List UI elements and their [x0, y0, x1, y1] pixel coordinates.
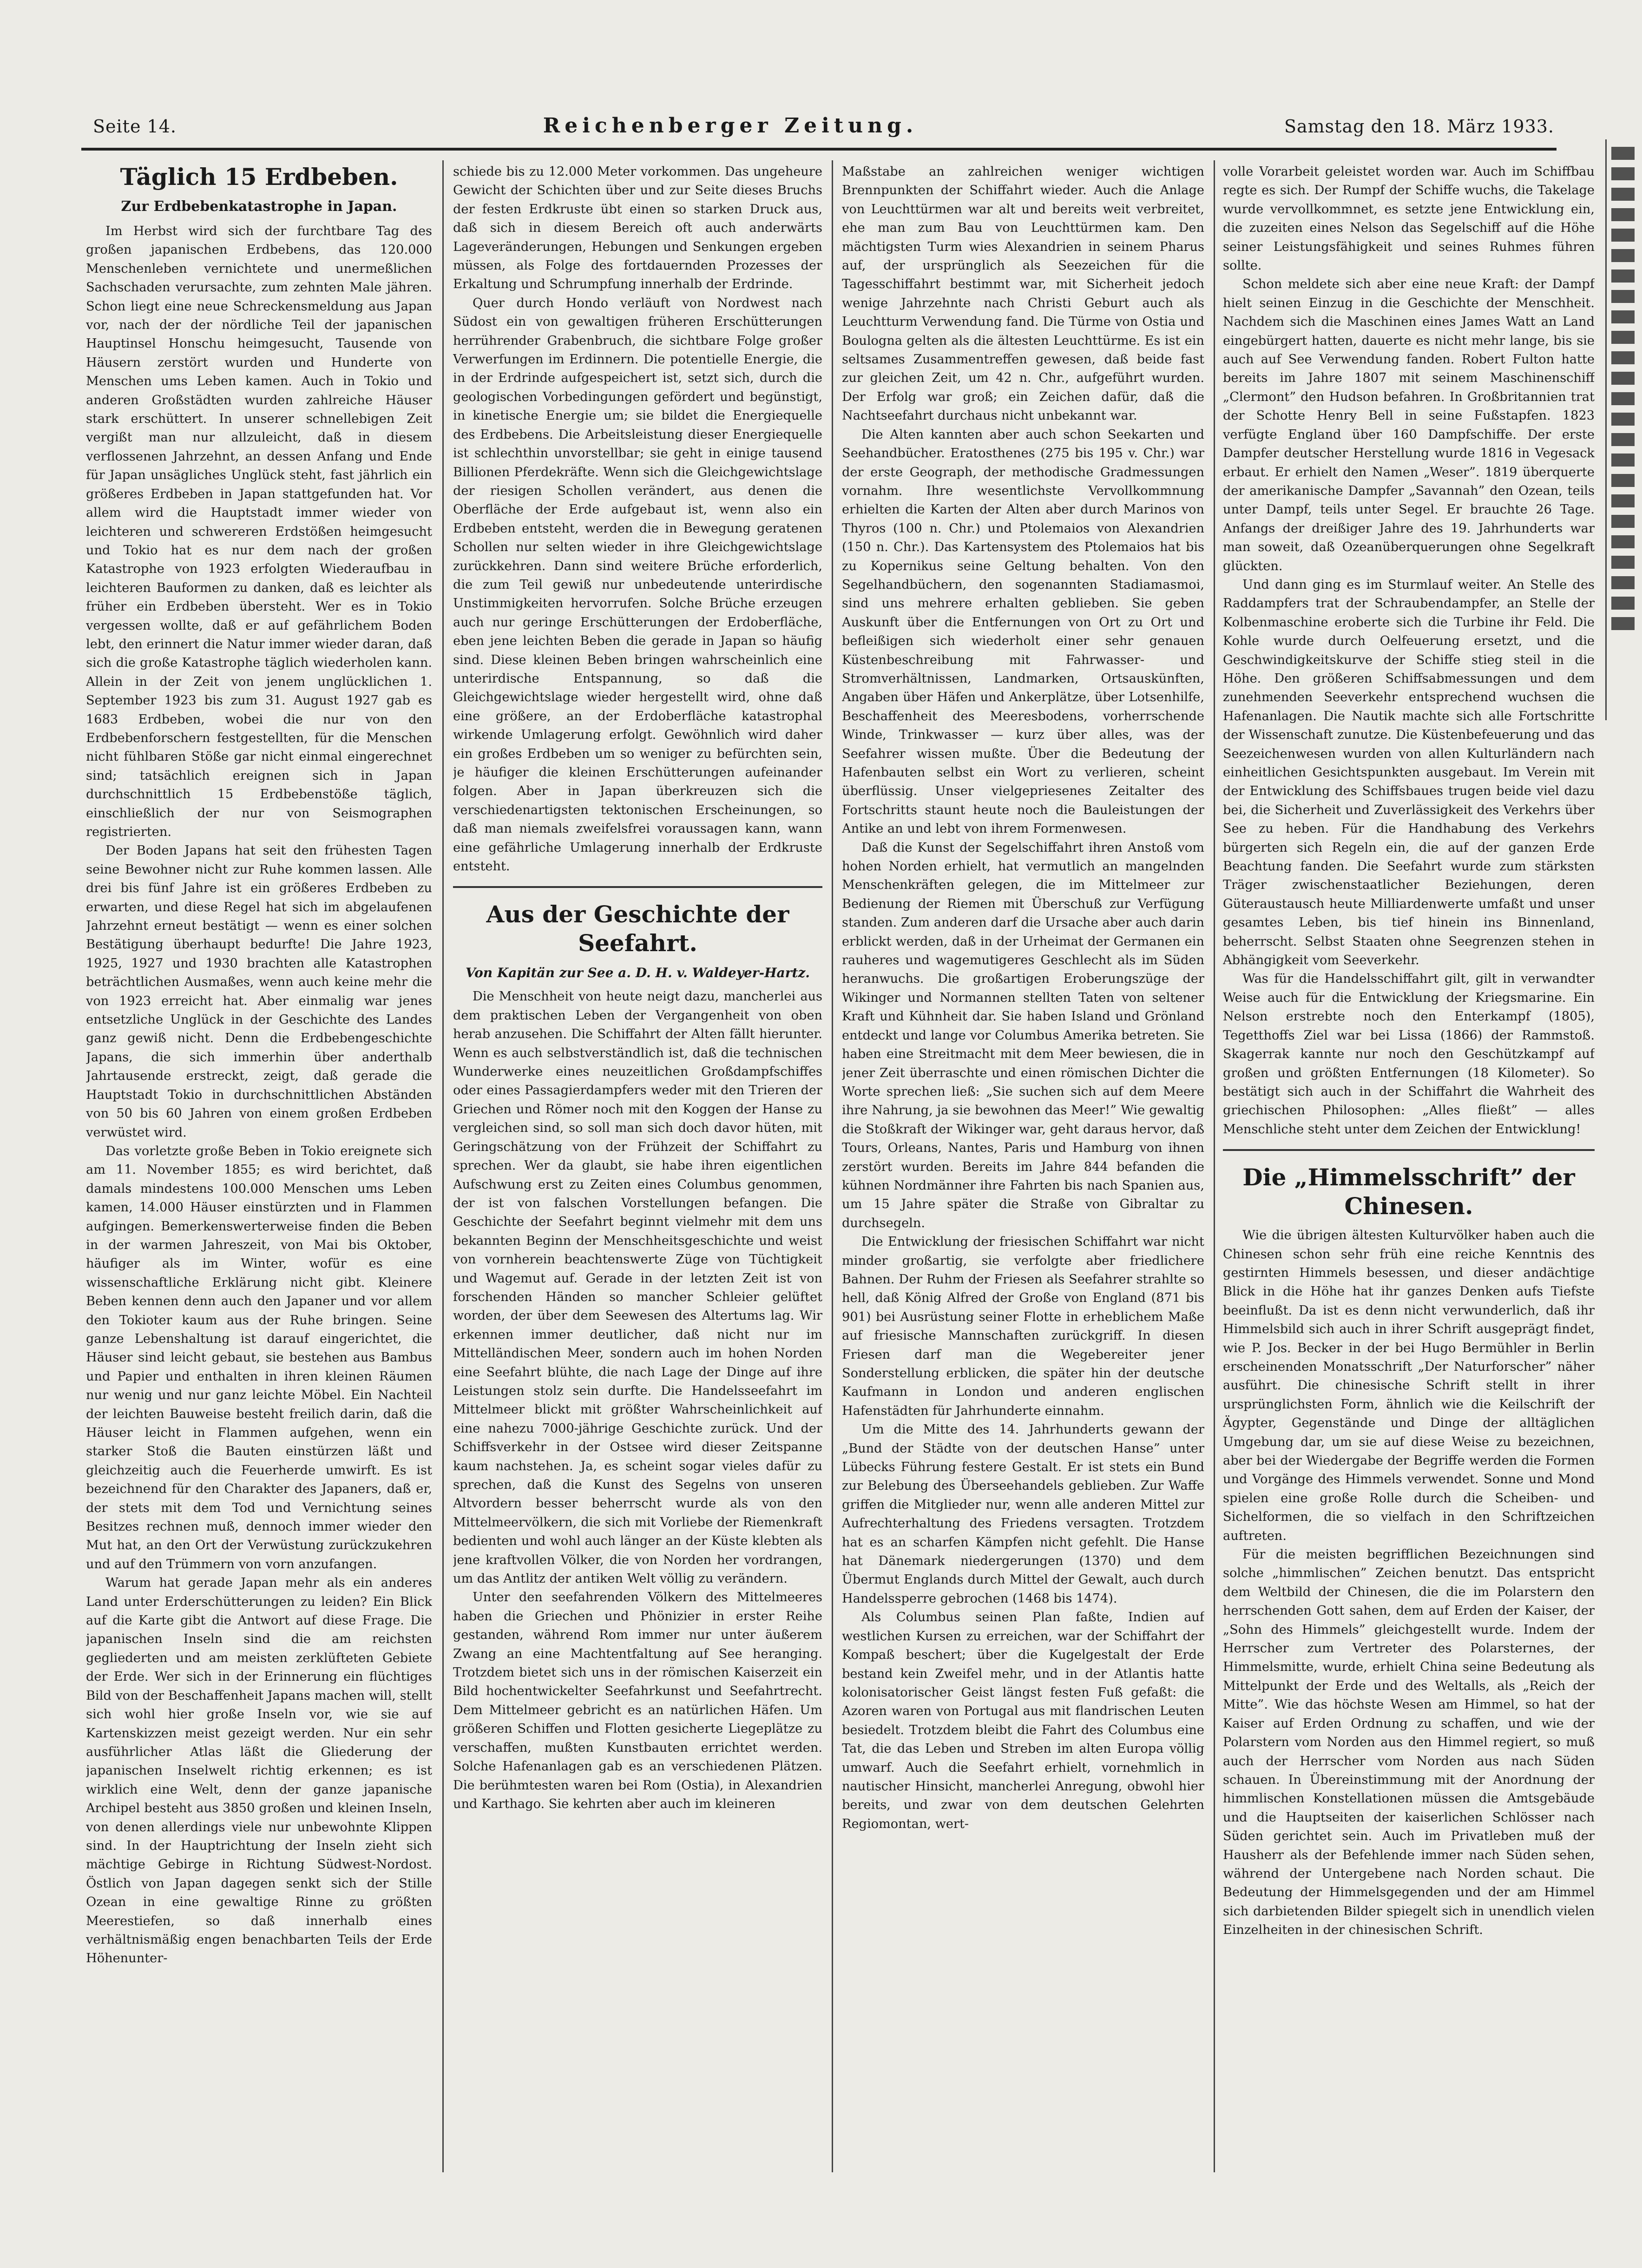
- column-2: [453, 163, 822, 2165]
- article-subtitle: Zur Erdbebenkatastrophe in Japan.: [121, 198, 397, 215]
- paragraph: Maßstabe an zahlreichen weniger wichtigen Brennpunkten der Schiffahrt wieder. Auch die Anlage von Leuchttürmen war alt und bereits weit verbreitet, ehe man zum Bau von Leuchttürmen kam. Den mächtigsten Turm wies Alexandrien in seinem Pharus auf, der ursprünglich als Seezeichen für die Tagesschiffahrt bestimmt war, mit Sicherheit jedoch wenige Jahrzehnte nach Christi Geburt auch als Leuchtturm Verwendung fand. Die Türme von Ostia und Boulogna gelten als die ältesten Leuchttürme. Es ist ein seltsames Zusammentreffen gewesen, daß beide fast zur gleichen Zeit, um 42 n. Chr., aufgeführt wurden. Der Erfolg war groß; ein Zeichen dafür, daß die Nachtseefahrt durchaus nicht unbekannt war.: [842, 164, 1204, 423]
- paragraph: volle Vorarbeit geleistet worden war. Auch im Schiffbau regte es sich. Der Rumpf der Schiffe wuchs, die Takelage wurde vervollkommnet, es setzte jene Entwicklung ein, die zuzeiten eines Nelson das Segelschiff auf die Höhe seiner Leistungsfähigkeit und seines Ruhmes führen sollte.: [1223, 164, 1595, 273]
- page-number: Seite 14.: [93, 116, 177, 137]
- paragraph: Für die meisten begrifflichen Bezeichnungen sind solche „himmlischen” Zeichen benutzt. Das entspricht dem Weltbild der Chinesen, die die im Polarstern den herrschenden Gott sahen, dem auf Erden der Kaiser, der „Sohn des Himmels” gleichgestellt wurde. Indem der Herrscher zum Vertreter des Polarsternes, der Himmelsmitte, wurde, erhielt China seine Bedeutung als Mittelpunkt der Erde und des Weltalls, als „Reich der Mitte”. Wie das höchste Wesen am Himmel, so hat der Kaiser auf Erden Ordnung zu schaffen, und wie der Polarstern vom Norden aus den Himmel regiert, so muß auch der Herrscher vom Norden aus nach Süden schauen. In Übereinstimmung mit der Anordnung der himmlischen Konstellationen müssen die Amtsgebäude und die Hauptseiten der kaiserlichen Schlösser nach Süden gerichtet sein. Auch im Privatleben muß der Hausherr als der Befehlende immer nach Süden sehen, während der Untergebene nach Norden schaut. Die Bedeutung der Himmelsgegenden und der am Himmel sich darbietenden Bilder spiegelt sich in unendlich vielen Einzelheiten in der chinesischen Schrift.: [1223, 1547, 1595, 1938]
- column-divider: [832, 160, 833, 2172]
- paragraph: Im Herbst wird sich der furchtbare Tag des großen japanischen Erdbebens, das 120.000 Menschenleben vernichtete und unermeßlichen Sachschaden verursachte, zum zehnten Male jähren. Schon liegt eine neue Schreckensmeldung aus Japan vor, nach der der nördliche Teil der japanischen Hauptinsel Honschu heimgesucht, Tausende von Häusern zerstört wurden und Hunderte von Menschen ums Leben kamen. Auch in Tokio und anderen Großstädten wurden zahlreiche Häuser stark erschüttert. In unserer schnellebigen Zeit vergißt man nur allzuleicht, daß in diesem verflossenen Jahrzehnt, an dessen Anfang und Ende für Japan unsägliches Unglück steht, fast jährlich ein größeres Erdbeben in Japan stattgefunden hat. Vor allem wird die Hauptstadt immer wieder von leichteren und schwereren Erdstößen heimgesucht und Tokio hat es nur dem nach der großen Katastrophe von 1923 erfolgten Wiederaufbau in leichteren Bauformen zu danken, daß es leichter als früher ein Erdbeben übersteht. Wer es in Tokio vergessen wollte, daß er auf gefährlichem Boden lebt, den erinnert die Natur immer wieder daran, daß sich die große Katastrophe täglich wiederholen kann. Allein in der Zeit von jenem unglücklichen 1. September 1923 bis zum 31. August 1927 gab es 1683 Erdbeben, wobei die nur von den Erdbebenforschern festgestellten, für die Menschen nicht fühlbaren Stöße gar nicht einmal eingerechnet sind; tatsächlich ereignen sich in Japan durchschnittlich 15 Erdbebenstöße täglich, einschließlich der nur von Seismographen registrierten.: [86, 224, 432, 839]
- paragraph: Als Columbus seinen Plan faßte, Indien auf westlichen Kursen zu erreichen, war der Schiffahrt der Kompaß beschert; über die Kugelgestalt der Erde bestand kein Zweifel mehr, und in der Atlantis hatte kolonisatorischer Geist längst festen Fuß gefaßt: die Azoren waren von Portugal aus mit flandrischen Leuten besiedelt. Trotzdem bleibt die Fahrt des Columbus eine Tat, die das Leben und Streben im alten Europa völlig umwarf. Auch die Seefahrt erhielt, vornehmlich in nautischer Hinsicht, mancherlei Anregung, obwohl hier bereits, und zwar von dem deutschen Gelehrten Regiomontan, wert-: [842, 1610, 1204, 1831]
- paragraph: Das vorletzte große Beben in Tokio ereignete sich am 11. November 1855; es wird berichtet, daß damals mindestens 100.000 Menschen ums Leben kamen, 14.000 Häuser einstürzten und in Flammen aufgingen. Bemerkenswerterweise finden die Beben in der warmen Jahreszeit, von Mai bis Oktober, häufiger als im Winter, wofür es eine wissenschaftliche Erklärung nicht gibt. Kleinere Beben kennen denn auch den Japaner und vor allem den Tokioter kaum aus der Ruhe bringen. Seine ganze Lebenshaltung ist darauf eingerichtet, die Häuser sind leicht gebaut, sie bestehen aus Bambus und Papier und enthalten in ihren kleinen Räumen nur wenig und nur ganz leichte Möbel. Ein Nachteil der leichten Bauweise besteht freilich darin, daß die Häuser leicht in Flammen aufgehen, wenn ein starker Stoß die Bauten einstürzen läßt und gleichzeitig auch die Feuerherde umwirft. Es ist bezeichnend für den Charakter des Japaners, daß er, der stets mit dem Tod und Vernichtung seines Besitzes rechnen muß, dennoch immer wieder den Mut hat, an den Ort der Verwüstung zurückzukehren und auf den Trümmern von vorn anzufangen.: [86, 1144, 432, 1571]
- column-3: [842, 163, 1204, 2165]
- masthead: Reichenberger Zeitung.: [543, 114, 918, 138]
- issue-date: Samstag den 18. März 1933.: [1284, 116, 1554, 137]
- paragraph: Um die Mitte des 14. Jahrhunderts gewann der „Bund der Städte von der deutschen Hanse” unter Lübecks Führung festere Gestalt. Er ist stets ein Bund zur Belebung des Überseehandels geblieben. Zur Waffe griffen die Mitglieder nur, wenn alle anderen Mittel zur Aufrechterhaltung des Friedens versagten. Trotzdem hat es an scharfen Kämpfen nicht gefehlt. Die Hanse hat Dänemark niedergerungen (1370) und dem Übermut Englands durch Mittel der Gewalt, auch durch Handelssperre gebrochen (1468 bis 1474).: [842, 1422, 1204, 1606]
- paragraph: Die Menschheit von heute neigt dazu, mancherlei aus dem praktischen Leben der Vergangenheit von oben herab anzusehen. Die Schiffahrt der Alten fällt hierunter. Wenn es auch selbstverständlich ist, daß die technischen Wunderwerke eines neuzeitlichen Großdampfschiffes oder eines Passagierdampfers weder mit den Trieren der Griechen und Römer noch mit den Koggen der Hanse zu vergleichen sind, so soll man sich doch davor hüten, mit Geringschätzung von der Frühzeit der Schiffahrt zu sprechen. Wer da glaubt, sie habe ihren eigentlichen Aufschwung erst zu Zeiten eines Columbus genommen, der ist von falschen Vorstellungen befangen. Die Geschichte der Seefahrt beginnt vielmehr mit dem uns bekannten Beginn der Menschheitsgeschichte und weist von vornherein beachtenswerte Züge von Tüchtigkeit und Wagemut auf. Gerade in der letzten Zeit ist von forschenden Händen so mancher Schleier gelüftet worden, der über dem Seewesen des Altertums lag. Wir erkennen immer deutlicher, daß nicht nur im Mittelländischen Meer, sondern auch im hohen Norden eine Seefahrt blühte, die nach Lage der Dinge auf ihre Leistungen stolz sein durfte. Die Handelsseefahrt im Mittelmeer blickt mit größter Wahrscheinlichkeit auf eine nahezu 7000-jährige Geschichte zurück. Und der Schiffsverkehr in der Ostsee wird dieser Zeitspanne kaum nachstehen. Ja, es scheint sogar vieles dafür zu sprechen, daß die Kunst des Segelns von unseren Altvordern besser beherrscht wurde als von den Mittelmeervölkern, die sich mit Vorliebe der Riemenkraft bedienten und wohl auch länger an der Küste klebten als jene kraftvollen Völker, die von Norden her vordrangen, um das Antlitz der antiken Welt völlig zu verändern.: [453, 989, 822, 1586]
- byline: Von Kapitän zur See a. D. H. v. Waldeyer-Hartz.: [465, 965, 810, 981]
- article-title: Aus der Geschichte der Seefahrt.: [486, 901, 789, 957]
- paragraph: Die Alten kannten aber auch schon Seekarten und Seehandbücher. Eratosthenes (275 bis 195 v. Chr.) war der erste Geograph, der methodische Gradmessungen vornahm. Ihre wesentlichste Vervollkommnung erhielten die Karten der Alten aber durch Marinos von Thyros (100 n. Chr.) und Ptolemaios von Alexandrien (150 n. Chr.). Das Kartensystem des Ptolemaios hat bis zu Kopernikus seine Geltung behalten. Von den Segelhandbüchern, den sogenannten Stadiamasmoi, sind uns mehrere erhalten geblieben. Sie geben Auskunft über die Entfernungen von Ort zu Ort und befleißigen sich wiederholt einer sehr genauen Küstenbeschreibung mit Fahrwasser- und Stromverhältnissen, Landmarken, Ortsauskünften, Angaben über Häfen und Ankerplätze, über Lotsenhilfe, Beschaffenheit des Meeresbodens, vorherrschende Winde, Trinkwasser — kurz über alles, was der Seefahrer wissen mußte. Über die Bedeutung der Hafenbauten selbst ein Wort zu verlieren, scheint überflüssig. Unser vielgepriesenes Zeitalter des Fortschritts staunt heute noch die Bauleistungen der Antike an und lebt von ihrem Formenwesen.: [842, 427, 1204, 836]
- paragraph: Die Entwicklung der friesischen Schiffahrt war nicht minder großartig, sie verfolgte aber friedlichere Bahnen. Der Ruhm der Friesen als Seefahrer strahlte so hell, daß König Alfred der Große von England (871 bis 901) bei Ausrüstung seiner Flotte in erheblichem Maße auf friesische Mannschaften zurückgriff. In diesen Friesen darf man die Wegebereiter jener Sonderstellung erblicken, die später hin der deutsche Kaufmann in London und anderen englischen Hafenstädten für Jahrhunderte einnahm.: [842, 1235, 1204, 1418]
- paragraph: Der Boden Japans hat seit den frühesten Tagen seine Bewohner nicht zur Ruhe kommen lassen. Alle drei bis fünf Jahre ist ein größeres Erdbeben zu erwarten, und diese Regel hat sich im abgelaufenen Jahrzehnt erneut bestätigt — wenn es einer solchen Bestätigung überhaupt bedurfte! Die Jahre 1923, 1925, 1927 und 1930 brachten alle Katastrophen beträchtlichen Ausmaßes, wenn auch keine mehr die von 1923 erreicht hat. Aber einmalig war jenes entsetzliche Unglück in der Geschichte des Landes ganz gewiß nicht. Denn die Erdbebengeschichte Japans, die sich immerhin über anderthalb Jahrtausende erstreckt, zeigt, daß gerade die Hauptstadt Tokio in durchschnittlichen Abständen von 50 bis 60 Jahren von einem großen Erdbeben verwüstet wird.: [86, 843, 432, 1140]
- paragraph: Wie die übrigen ältesten Kulturvölker haben auch die Chinesen schon sehr früh eine reiche Kenntnis des gestirnten Himmels besessen, und dieser andächtige Blick in die Höhe hat ihr ganzes Denken aufs Tiefste beeinflußt. Da ist es denn nicht verwunderlich, daß ihr Himmelsbild sich auch in ihrer Schrift ausgeprägt findet, wie P. Jos. Becker in der bei Hugo Bermühler in Berlin erscheinenden Monatsschrift „Der Naturforscher” näher ausführt. Die chinesische Schrift stellt in ihrer ursprünglichsten Form, ähnlich wie die Keilschrift der Ägypter, Gegenstände und Dinge der alltäglichen Umgebung dar, um sie auf diese Weise zu bezeichnen, aber bei der Wiedergabe der Begriffe werden die Formen und Vorgänge des Himmels verwendet. Sonne und Mond spielen eine große Rolle durch die Scheiben- und Sichelformen, die so vielfach in den Schriftzeichen auftreten.: [1223, 1228, 1595, 1543]
- page-header: [93, 114, 1554, 151]
- column-divider: [1214, 160, 1215, 2172]
- column-divider: [442, 160, 444, 2172]
- paragraph: Warum hat gerade Japan mehr als ein anderes Land unter Erderschütterungen zu leiden? Ein Blick auf die Karte gibt die Antwort auf diese Frage. Die japanischen Inseln sind die am reichsten gegliederten und am meisten zerklüfteten Gebiete der Erde. Wer sich in der Erinnerung ein flüchtiges Bild von der Beschaffenheit Japans machen will, stellt sich wohl hier große Inseln vor, wie sie auf Kartenskizzen meist gezeigt werden. Nur ein sehr ausführlicher Atlas läßt die Gliederung der japanischen Inselwelt richtig erkennen; es ist wirklich eine Welt, denn der ganze japanische Archipel besteht aus 3850 großen und kleinen Inseln, von denen allerdings viele nur unbewohnte Klippen sind. In der Hauptrichtung der Inseln zieht sich mächtige Gebirge in Richtung Südwest-Nordost. Östlich von Japan dagegen senkt sich der Stille Ozean in eine gewaltige Rinne zu größten Meerestiefen, so daß innerhalb eines verhältnismäßig engen benachbarten Teils der Erde Höhenunter-: [86, 1576, 432, 1966]
- article-divider: [1223, 1149, 1595, 1151]
- paragraph: Schon meldete sich aber eine neue Kraft: der Dampf hielt seinen Einzug in die Geschichte der Menschheit. Nachdem sich die Maschinen eines James Watt an Land eingebürgert hatten, dauerte es nicht mehr lange, bis sie auch auf See Verwendung fanden. Robert Fulton hatte bereits im Jahre 1807 mit seinem Maschinenschiff „Clermont” den Hudson befahren. In Großbritannien trat der Schotte Henry Bell in seine Fußstapfen. 1823 verfügte England über 160 Dampfschiffe. Der erste Dampfer deutscher Herstellung wurde 1816 in Vegesack erbaut. Er erhielt den Namen „Weser”. 1819 überquerte der amerikanische Dampfer „Savannah” den Ozean, teils unter Dampf, teils unter Segel. Er brauchte 26 Tage. Anfangs der dreißiger Jahre des 19. Jahrhunderts war man soweit, daß Ozeanüberquerungen ohne Segelkraft glückten.: [1223, 277, 1595, 573]
- header-rule: [81, 148, 1557, 151]
- article-divider: [453, 886, 822, 888]
- paragraph: Quer durch Hondo verläuft von Nordwest nach Südost ein von gewaltigen früheren Erschütterungen herrührender Grabenbruch, die sichtbare Folge großer Verwerfungen im Erdinnern. Die potentielle Energie, die in der Erdrinde aufgespeichert ist, setzt sich, durch die geologischen Vorbedingungen gefördert und begünstigt, in kinetische Energie um; sie bildet die Energiequelle des Erdbebens. Die Arbeitsleistung dieser Energiequelle ist schlechthin unvorstellbar; sie geht in einige tausend Billionen Pferdekräfte. Wenn sich die Gleichgewichtslage der riesigen Schollen verändert, aus denen die Oberfläche der Erde aufgebaut ist, wenn also ein Erdbeben entsteht, werden die in Bewegung geratenen Schollen nur selten wieder in ihre Gleichgewichtslage zurückkehren. Dann sind weitere Brüche erforderlich, die zum Teil gewiß nur unbedeutende unterirdische Unstimmigkeiten hervorrufen. Solche Brüche erzeugen auch nur geringe Erschütterungen der Erdoberfläche, eben jene leichten Beben die gerade in Japan so häufig sind. Diese kleinen Beben bringen wahrscheinlich eine unterirdische Entspannung, so daß die Gleichgewichtslage wieder hergestellt wird, ohne daß eine größere, an der Erdoberfläche katastrophal wirkende Umlagerung erfolgt. Gewöhnlich wird daher ein großes Erdbeben um so weniger zu befürchten sein, je häufiger die kleinen Erschütterungen aufeinander folgen. Aber in Japan überkreuzen sich die verschiedenartigsten tektonischen Erscheinungen, so daß man niemals zweifelsfrei voraussagen kann, wann eine gefährliche Umlagerung innerhalb der Erdkruste entsteht.: [453, 296, 822, 874]
- paragraph: Was für die Handelsschiffahrt gilt, gilt in verwandter Weise auch für die Entwicklung der Kriegsmarine. Ein Nelson erstrebte noch den Enterkampf (1805), Tegetthoffs Ziel war bei Lissa (1866) der Rammstoß. Skagerrak kannte nur noch den Geschützkampf auf großen und größten Entfernungen (18 Kilometer). So bestätigt sich auch in der Schiffahrt die Wahrheit des griechischen Philosophen: „Alles fließt” — alles Menschliche steht unter dem Zeichen der Entwicklung!: [1223, 972, 1595, 1137]
- adjacent-page-edge: [1605, 139, 1639, 720]
- column-4: [1223, 163, 1595, 2165]
- paragraph: Unter den seefahrenden Völkern des Mittelmeeres haben die Griechen und Phönizier in erster Reihe gestanden, während Rom immer nur unter äußerem Zwang an eine Machtentfaltung auf See heranging. Trotzdem bietet sich uns in der römischen Kaiserzeit ein Bild hochentwickelter Seefahrkunst und Seefahrtrecht. Dem Mittelmeer gebricht es an natürlichen Häfen. Um größeren Schiffen und Flotten gesicherte Liegeplätze zu verschaffen, mußten Kunstbauten errichtet werden. Solche Hafenanlagen gab es an verschiedenen Plätzen. Die berühmtesten waren bei Rom (Ostia), in Alexandrien und Karthago. Sie kehrten aber auch im kleineren: [453, 1590, 822, 1811]
- article-title: Die „Himmelsschrift” der Chinesen.: [1242, 1164, 1575, 1220]
- column-1: [86, 163, 432, 2165]
- article-title: Täglich 15 Erdbeben.: [120, 163, 398, 191]
- paragraph: Und dann ging es im Sturmlauf weiter. An Stelle des Raddampfers trat der Schraubendampfer, an Stelle der Kolbenmaschine eroberte sich die Turbine ihr Feld. Die Kohle wurde durch Oelfeuerung ersetzt, und die Geschwindigkeitskurve der Schiffe stieg steil in die Höhe. Den größeren Schiffsabmessungen und dem zunehmenden Seeverkehr entsprechend wuchsen die Hafenanlagen. Die Nautik machte sich alle Fortschritte der Wissenschaft zunutze. Die Küstenbefeuerung und das Seezeichenwesen wurden von allen Kulturländern nach einheitlichen Gesichtspunkten ausgebaut. Im Verein mit der Entwicklung des Schiffsbaues trugen beide viel dazu bei, die Sicherheit und Zuverlässigkeit des Verkehrs über See zu heben. Für die Handhabung des Verkehrs bürgerten sich Regeln ein, die auf der ganzen Erde Beachtung fanden. Die Seefahrt wurde zum stärksten Träger zwischenstaatlicher Beziehungen, deren Güteraustausch heute Milliardenwerte umfaßt und unser gesamtes Leben, bis tief hinein ins Binnenland, beherrscht. Selbst Staaten ohne Seegrenzen stehen in Abhängigkeit vom Seeverkehr.: [1223, 577, 1595, 968]
- paragraph: schiede bis zu 12.000 Meter vorkommen. Das ungeheure Gewicht der Schichten über und zur Seite dieses Bruchs der festen Erdkruste übt einen so starken Druck aus, daß sich in diesem Bereich oft auch anderwärts Lageveränderungen, Hebungen und Senkungen ergeben müssen, als Folge des fortdauernden Prozesses der Erkaltung und Schrumpfung innerhalb der Erdrinde.: [453, 164, 822, 292]
- paragraph: Daß die Kunst der Segelschiffahrt ihren Anstoß vom hohen Norden erhielt, hat vermutlich an mangelnden Menschenkräften gelegen, die im Mittelmeer zur Bedienung der Riemen mit Überschuß zur Verfügung standen. Zum anderen darf die Ursache aber auch darin erblickt werden, daß in der Urheimat der Germanen ein rauheres und wagemutigeres Geschlecht als im Süden heranwuchs. Die großartigen Eroberungszüge der Wikinger und Normannen stellten Taten von seltener Kraft und Kühnheit dar. Sie haben Island und Grönland entdeckt und lange vor Columbus Amerika betreten. Sie haben eine Streitmacht mit dem Meer bewiesen, die in jener Zeit überraschte und einen römischen Dichter die Worte sprechen ließ: „Sie suchen sich auf dem Meere ihre Nahrung, ja sie bewohnen das Meer!” Wie gewaltig die Stoßkraft der Wikinger war, geht daraus hervor, daß Tours, Orleans, Nantes, Paris und Hamburg von ihnen zerstört wurden. Bereits im Jahre 844 befanden die kühnen Nordmänner ihre Fahrten bis nach Spanien aus, um 15 Jahre später die Straße von Gibraltar zu durchsegeln.: [842, 840, 1204, 1230]
